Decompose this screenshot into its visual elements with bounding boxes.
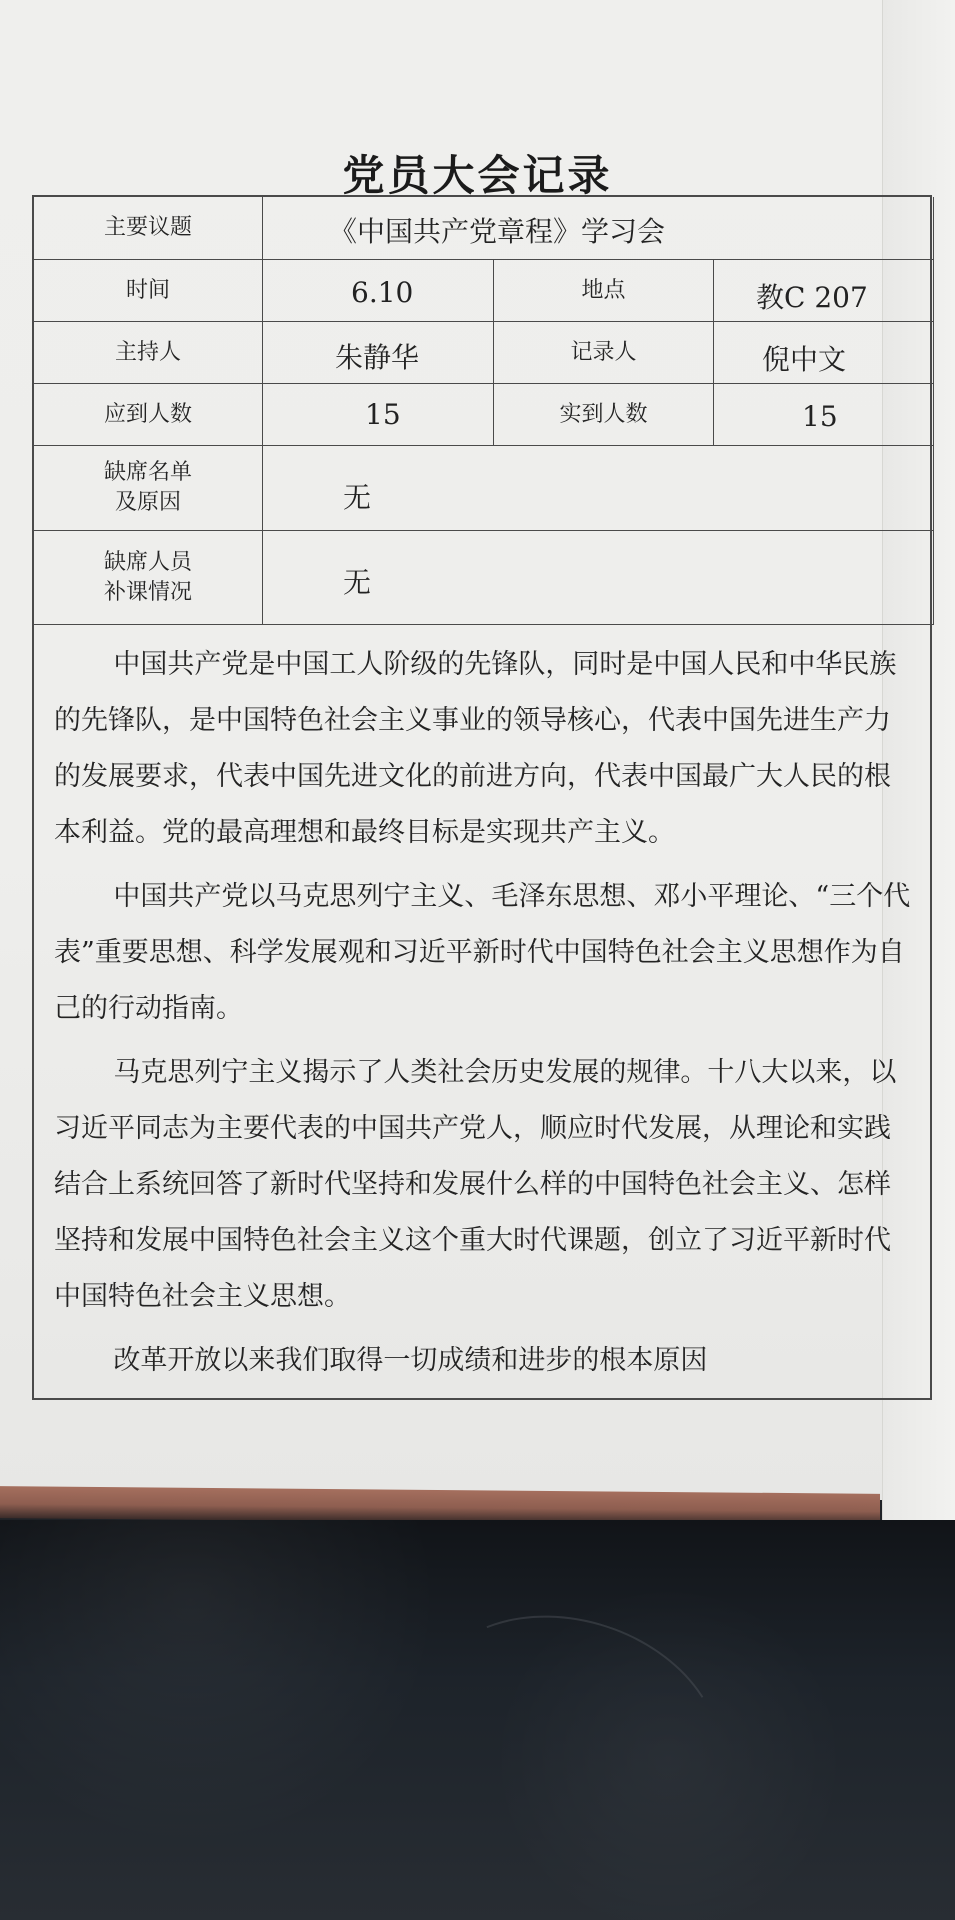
agenda-label-cell [34, 197, 263, 260]
content-paragraph-3: 马克思列宁主义揭示了人类社会历史发展的规律。十八大以来，以习近平同志为主要代表的中国共产党人，顺应时代发展，从理论和实践结合上系统回答了新时代坚持和发展什么样的中国特色社会主义、怎样坚持和发展中国特色社会主义这个重大时代课题，创立了习近平新时代中国特色社会主义思想。 [54, 1057, 897, 1312]
time-label: 时间 [125, 277, 170, 303]
expected-count-value-cell [263, 384, 494, 446]
time-value-cell [263, 260, 494, 322]
time-value: 6.10 [351, 276, 414, 309]
makeup-label-cell [34, 531, 263, 625]
agenda-value-cell [263, 197, 934, 260]
expected-count-label: 应到人数 [103, 401, 192, 427]
actual-count-value: 15 [802, 400, 838, 433]
host-label-cell [34, 322, 263, 384]
makeup-value-cell [263, 531, 934, 625]
recorder-value-cell [714, 322, 934, 384]
makeup-label: 缺席人员 补课情况 [103, 549, 192, 605]
document-title: 党员大会记录 [342, 151, 613, 200]
actual-count-label: 实到人数 [559, 401, 648, 427]
content-paragraph-4: 改革开放以来我们取得一切成绩和进步的根本原因 [113, 1345, 708, 1376]
recorder-label-cell [494, 322, 714, 384]
meeting-content [34, 625, 934, 1402]
content-paragraph-2: 中国共产党以马克思列宁主义、毛泽东思想、邓小平理论、“三个代表”重要思想、科学发展观和习近平新时代中国特色社会主义思想作为自己的行动指南。 [54, 881, 911, 1024]
expected-count-value: 15 [365, 398, 401, 431]
host-value-cell [263, 322, 494, 384]
makeup-value: 无 [343, 566, 372, 599]
recorder-value: 倪中文 [762, 343, 847, 376]
content-paragraph-1: 中国共产党是中国工人阶级的先锋队，同时是中国人民和中华民族的先锋队，是中国特色社会主义事业的领导核心，代表中国先进生产力的发展要求，代表中国先进文化的前进方向，代表中国最广大人民的根本利益。党的最高理想和最终目标是实现共产主义。 [54, 649, 897, 848]
actual-count-label-cell [494, 384, 714, 446]
agenda-label: 主要议题 [103, 215, 192, 241]
location-label-cell [494, 260, 714, 322]
absent-list-label-cell [34, 446, 263, 531]
absent-list-value-cell [263, 446, 934, 531]
expected-count-label-cell [34, 384, 263, 446]
time-label-cell [34, 260, 263, 322]
agenda-value: 《中国共产党章程》学习会 [329, 215, 666, 248]
location-value: 教C 207 [756, 281, 868, 314]
absent-list-label: 缺席名单 及原因 [103, 460, 192, 515]
host-label: 主持人 [114, 339, 181, 365]
host-value: 朱静华 [335, 341, 420, 374]
recorder-label: 记录人 [570, 339, 637, 365]
actual-count-value-cell [714, 384, 934, 446]
meeting-record-table [32, 195, 932, 1400]
location-label: 地点 [581, 277, 626, 303]
location-value-cell [714, 260, 934, 322]
absent-list-value: 无 [343, 481, 372, 514]
